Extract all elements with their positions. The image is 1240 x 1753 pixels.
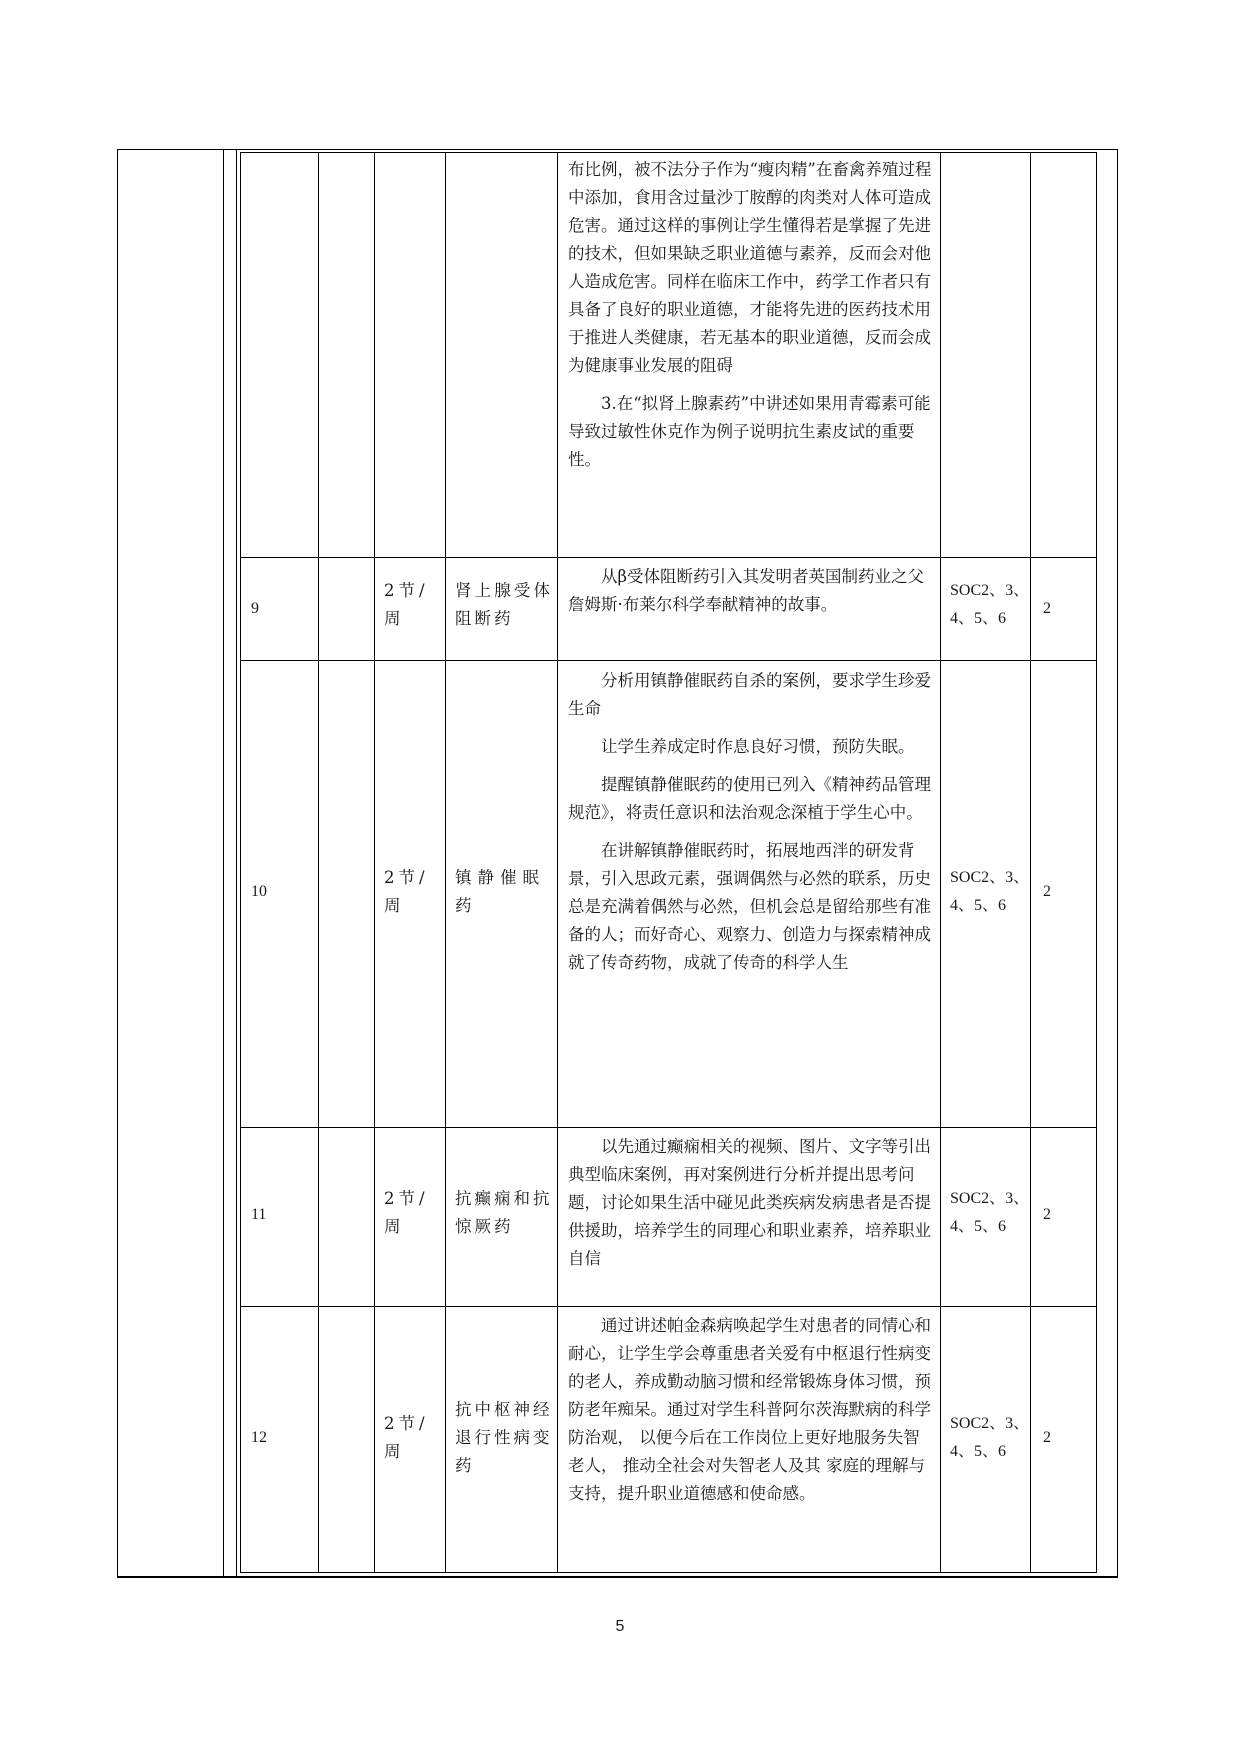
credit-cell: 2: [1043, 600, 1051, 617]
credit-cell: 2: [1043, 883, 1051, 900]
objectives-cell: SOC2、3、4、5、6: [950, 869, 1030, 914]
hours-cell: 2节/周: [384, 1189, 429, 1236]
week-cell: 11: [251, 1206, 267, 1223]
content-paragraph: 在讲解镇静催眠药时，拓展地西泮的研发背景，引入思政元素，强调偶然与必然的联系，历史总是充满着偶然与必然，但机会总是留给那些有准备的人；而好奇心、观察力、创造力与探索精神成就了传奇药物，成就了传奇的科学人生: [568, 841, 931, 972]
content-cell: [568, 563, 932, 619]
hours-cell: 2节/周: [384, 1414, 429, 1461]
topic-cell: 镇静催眠药: [455, 868, 545, 915]
content-cell: [568, 1133, 932, 1273]
week-cell: 9: [251, 600, 259, 617]
week-cell: 12: [251, 1429, 267, 1446]
content-cell: [568, 1312, 932, 1508]
topic-cell: 抗中枢神经退行性病变药: [455, 1400, 553, 1475]
content-paragraph: 让学生养成定时作息良好习惯，预防失眠。: [601, 737, 915, 756]
objectives-cell: SOC2、3、4、5、6: [950, 1415, 1030, 1460]
objectives-cell: SOC2、3、4、5、6: [950, 1190, 1030, 1235]
page-number: 5: [615, 1618, 625, 1635]
content-paragraph: 分析用镇静催眠药自杀的案例，要求学生珍爱生命: [568, 671, 931, 718]
continuation-paragraph: 布比例，被不法分子作为“瘦肉精”在畜禽养殖过程中添加，食用含过量沙丁胺醇的肉类对人体可造成危害。通过这样的事例让学生懂得若是掌握了先进的技术，但如果缺乏职业道德与素养，反而会对他人造成危害。同样在临床工作中，药学工作者只有具备了良好的职业道德，才能将先进的医药技术用于推进人类健康，若无基本的职业道德，反而会成为健康事业发展的阻碍: [568, 160, 932, 375]
credit-cell: 2: [1043, 1206, 1051, 1223]
content-paragraph: 提醒镇静催眠药的使用已列入《精神药品管理规范》，将责任意识和法治观念深植于学生心中。: [568, 775, 931, 822]
content-paragraph: 以先通过癫痫相关的视频、图片、文字等引出典型临床案例，再对案例进行分析并提出思考问题，讨论如果生活中碰见此类疾病发病患者是否提供援助，培养学生的同理心和职业素养，培养职业自信: [568, 1137, 931, 1268]
topic-cell: 抗癫痫和抗惊厥药: [455, 1189, 553, 1236]
hours-cell: 2节/周: [384, 581, 429, 628]
continuation-paragraph: 3.在“拟肾上腺素药”中讲述如果用青霉素可能导致过敏性休克作为例子说明抗生素皮试的重要性。: [568, 394, 931, 469]
content-paragraph: 通过讲述帕金森病唤起学生对患者的同情心和耐心，让学生学会尊重患者关爱有中枢退行性病变的老人，养成勤动脑习惯和经常锻炼身体习惯，预防老年痴呆。通过对学生科普阿尔茨海默病的科学防治观， 以便今后在工作岗位上更好地服务失智老人， 推动全社会对失智老人及其 家庭的理解与支持，提升职业道德感和使命感。: [568, 1316, 931, 1503]
content-cell: [568, 667, 932, 977]
objectives-cell: SOC2、3、4、5、6: [950, 582, 1030, 627]
credit-cell: 2: [1043, 1429, 1051, 1446]
topic-cell: 肾上腺受体阻断药: [455, 581, 553, 628]
week-cell: 10: [251, 883, 267, 900]
content-paragraph: 从β受体阻断药引入其发明者英国制药业之父詹姆斯·布莱尔科学奉献精神的故事。: [568, 567, 925, 614]
hours-cell: 2节/周: [384, 868, 429, 915]
continuation-content: [568, 156, 932, 474]
